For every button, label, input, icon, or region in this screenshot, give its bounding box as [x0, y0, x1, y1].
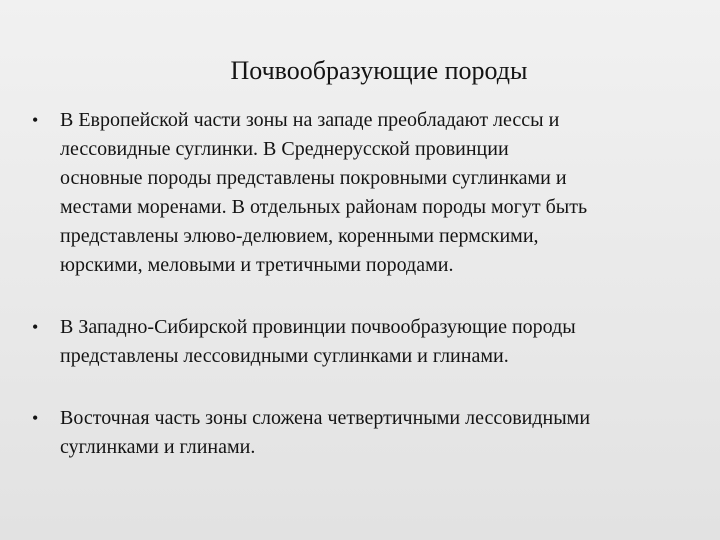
bullet-item-west-siberia — [32, 313, 704, 371]
bullet-item-east — [32, 404, 704, 462]
bullet-icon: • — [32, 408, 39, 428]
bullet-item-europe — [32, 106, 704, 280]
bullet-text-line: В Европейской части зоны на западе преобладают лессы и — [60, 109, 560, 131]
slide-title: Почвообразующие породы — [230, 56, 528, 85]
bullet-text-line: юрскими, меловыми и третичными породами. — [60, 254, 454, 276]
bullet-icon: • — [32, 317, 39, 337]
bullet-text-line: лессовидные суглинки. В Среднерусской провинции — [60, 138, 509, 160]
bullet-list — [32, 106, 704, 462]
bullet-text-line: основные породы представлены покровными суглинками и — [60, 167, 567, 189]
bullet-text-line: представлены элюво-делювием, коренными пермскими, — [60, 225, 539, 247]
bullet-text-line: Восточная часть зоны сложена четвертичными лессовидными — [60, 407, 591, 429]
bullet-text-line: суглинками и глинами. — [60, 436, 256, 458]
bullet-text-line: В Западно-Сибирской провинции почвообразующие породы — [60, 316, 576, 338]
bullet-text-line: представлены лессовидными суглинками и глинами. — [60, 345, 509, 367]
bullet-text-line: местами моренами. В отдельных районам породы могут быть — [60, 196, 588, 218]
bullet-icon: • — [32, 110, 39, 130]
